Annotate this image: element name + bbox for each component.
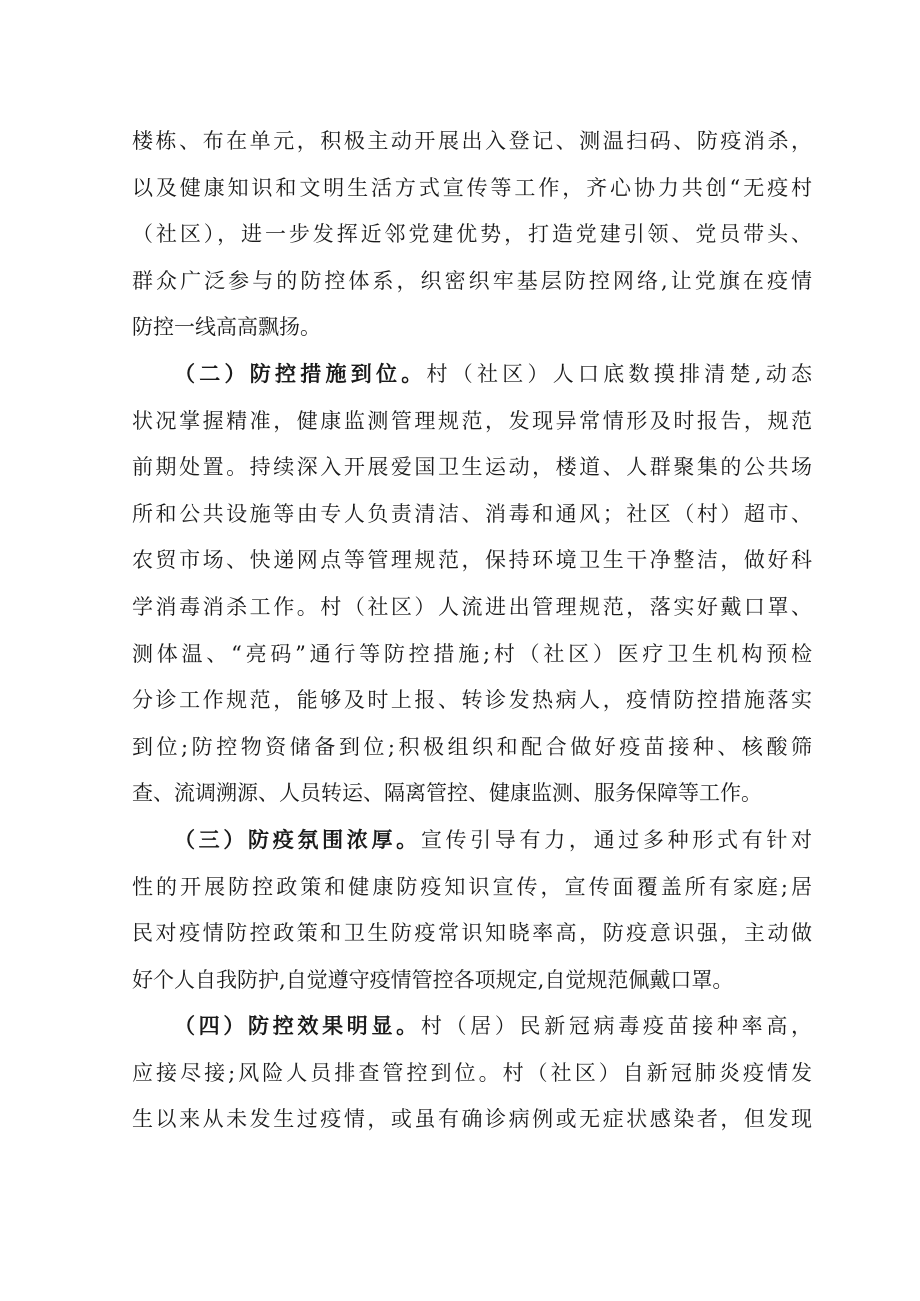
line-text: 测体温、“亮码”通行等防控措施;村（社区）医疗卫生机构预检 [132, 641, 812, 666]
line-text: 应接尽接;风险人员排查管控到位。村（社区）自新冠肺炎疫情发 [132, 1060, 812, 1085]
text-line [132, 118, 812, 165]
line-text: 到位;防控物资储备到位;积极组织和配合做好疫苗接种、核酸筛 [132, 734, 812, 759]
line-text: 民对疫情防控政策和卫生防疫常识知晓率高，防疫意识强，主动做 [132, 921, 812, 946]
section-heading: （二）防控措施到位。 [174, 360, 427, 386]
section-heading: （三）防疫氛围浓厚。 [174, 826, 421, 852]
text-line [132, 770, 812, 817]
text-line [132, 584, 812, 631]
text-line [132, 631, 812, 678]
text-line [132, 1050, 812, 1097]
text-line [132, 677, 812, 724]
document-body [132, 118, 812, 1143]
line-text: 农贸市场、快递网点等管理规范，保持环境卫生干净整洁，做好科 [132, 548, 812, 573]
text-line [132, 258, 812, 305]
section-heading-line [132, 1003, 812, 1050]
line-text: 村（居）民新冠病毒疫苗接种率高， [420, 1014, 812, 1039]
text-line [132, 910, 812, 957]
line-text: 好个人自我防护,自觉遵守疫情管控各项规定,自觉规范佩戴口罩。 [132, 967, 734, 992]
section-heading: （四）防控效果明显。 [174, 1013, 421, 1039]
line-text: 状况掌握精准，健康监测管理规范，发现异常情形及时报告，规范 [132, 408, 812, 433]
text-line [132, 304, 812, 351]
line-text: 村（社区）人口底数摸排清楚,动态 [426, 361, 812, 386]
text-line [132, 491, 812, 538]
text-line [132, 957, 812, 1004]
line-text: 前期处置。持续深入开展爱国卫生运动，楼道、人群聚集的公共场 [132, 455, 812, 480]
line-text: 以及健康知识和文明生活方式宣传等工作，齐心协力共创“无疫村 [132, 175, 812, 200]
line-text: （社区），进一步发挥近邻党建优势，打造党建引领、党员带头、 [132, 222, 812, 247]
line-text: 查、流调溯源、人员转运、隔离管控、健康监测、服务保障等工作。 [132, 781, 762, 806]
text-line [132, 444, 812, 491]
line-text: 分诊工作规范，能够及时上报、转诊发热病人，疫情防控措施落实 [132, 688, 812, 713]
section-heading-line [132, 351, 812, 398]
text-line [132, 398, 812, 445]
line-text: 所和公共设施等由专人负责清洁、消毒和通风；社区（村）超市、 [132, 501, 812, 526]
text-line [132, 864, 812, 911]
line-text: 群众广泛参与的防控体系，织密织牢基层防控网络,让党旗在疫情 [132, 268, 812, 293]
section-heading-line [132, 817, 812, 864]
text-line [132, 1096, 812, 1143]
line-text: 生以来从未发生过疫情，或虽有确诊病例或无症状感染者，但发现 [132, 1107, 812, 1132]
line-text: 性的开展防控政策和健康防疫知识宣传，宣传面覆盖所有家庭;居 [132, 874, 812, 899]
line-text: 宣传引导有力，通过多种形式有针对 [420, 827, 812, 852]
text-line [132, 724, 812, 771]
text-line [132, 211, 812, 258]
line-text: 防控一线高高飘扬。 [132, 315, 321, 340]
text-line [132, 537, 812, 584]
line-text: 学消毒消杀工作。村（社区）人流进出管理规范，落实好戴口罩、 [132, 594, 812, 619]
text-line [132, 165, 812, 212]
line-text: 楼栋、布在单元，积极主动开展出入登记、测温扫码、防疫消杀， [132, 129, 812, 153]
